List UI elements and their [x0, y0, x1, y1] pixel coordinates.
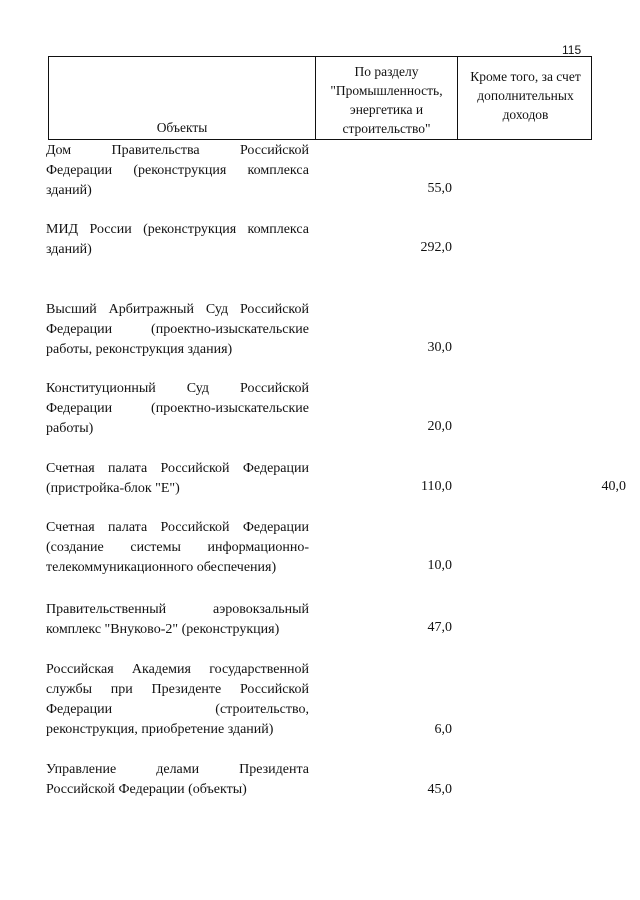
row-section-value: 55,0 [427, 181, 452, 196]
row-name-line: зданий) [46, 242, 92, 257]
row-extra-value: 40,0 [601, 479, 626, 494]
row-section-value: 292,0 [420, 240, 452, 255]
header-section-line: По разделу [354, 64, 419, 79]
row-object-name [46, 141, 309, 201]
row-name-line: Федерации (проектно-изыскательские [46, 322, 309, 337]
row-name-line: реконструкция, приобретение зданий) [46, 722, 274, 737]
row-name-line: (создание системы информационно- [46, 540, 309, 555]
page-number: 115 [562, 43, 582, 57]
row-object-name [46, 379, 309, 439]
row-name-line: (пристройка-блок "Е") [46, 481, 180, 496]
row-name-line: Федерации (строительство, [46, 702, 309, 717]
row-name-line: работы) [46, 421, 94, 436]
header-extra [458, 57, 593, 139]
row-object-name [46, 300, 309, 360]
row-name-line: Российской Федерации (объекты) [46, 782, 247, 797]
row-name-line: Правительственный аэровокзальный [46, 602, 309, 617]
row-name-line: комплекс "Внуково-2" (реконструкция) [46, 622, 280, 637]
row-section-value: 20,0 [427, 419, 452, 434]
row-name-line: Счетная палата Российской Федерации [46, 461, 309, 476]
header-section-label [316, 57, 457, 138]
header-extra-line: дополнительных [477, 88, 574, 103]
header-section [316, 57, 458, 139]
row-section-value: 45,0 [427, 782, 452, 797]
header-objects [49, 57, 316, 139]
row-object-name [46, 459, 309, 499]
header-section-line: "Промышленность, [330, 83, 443, 98]
row-section-value: 6,0 [434, 722, 452, 737]
header-section-line: энергетика и [349, 102, 424, 117]
row-section-value: 110,0 [421, 479, 452, 494]
row-name-line: Федерации (проектно-изыскательские [46, 401, 309, 416]
header-objects-label: Объекты [156, 120, 208, 135]
table-header [48, 56, 592, 140]
row-name-line: Федерации (реконструкция комплекса [46, 163, 309, 178]
header-extra-line: Кроме того, за счет [470, 69, 581, 84]
header-extra-label [458, 57, 593, 124]
row-name-line: Высший Арбитражный Суд Российской [46, 302, 309, 317]
header-section-line: строительство" [342, 121, 431, 136]
row-name-line: Российская Академия государственной [46, 662, 309, 677]
header-extra-line: доходов [502, 107, 549, 122]
row-object-name [46, 760, 309, 800]
row-object-name [46, 660, 309, 740]
row-name-line: Конституционный Суд Российской [46, 381, 309, 396]
row-name-line: службы при Президенте Российской [46, 682, 309, 697]
row-name-line: Счетная палата Российской Федерации [46, 520, 309, 535]
row-name-line: Дом Правительства Российской [46, 143, 309, 158]
row-name-line: Управление делами Президента [46, 762, 309, 777]
row-section-value: 47,0 [427, 620, 452, 635]
row-name-line: МИД России (реконструкция комплекса [46, 222, 309, 237]
row-object-name [46, 220, 309, 260]
row-name-line: зданий) [46, 183, 92, 198]
row-object-name [46, 518, 309, 578]
row-object-name [46, 600, 309, 640]
row-name-line: работы, реконструкция здания) [46, 342, 233, 357]
row-section-value: 30,0 [427, 340, 452, 355]
row-name-line: телекоммуникационного обеспечения) [46, 560, 277, 575]
row-section-value: 10,0 [427, 558, 452, 573]
